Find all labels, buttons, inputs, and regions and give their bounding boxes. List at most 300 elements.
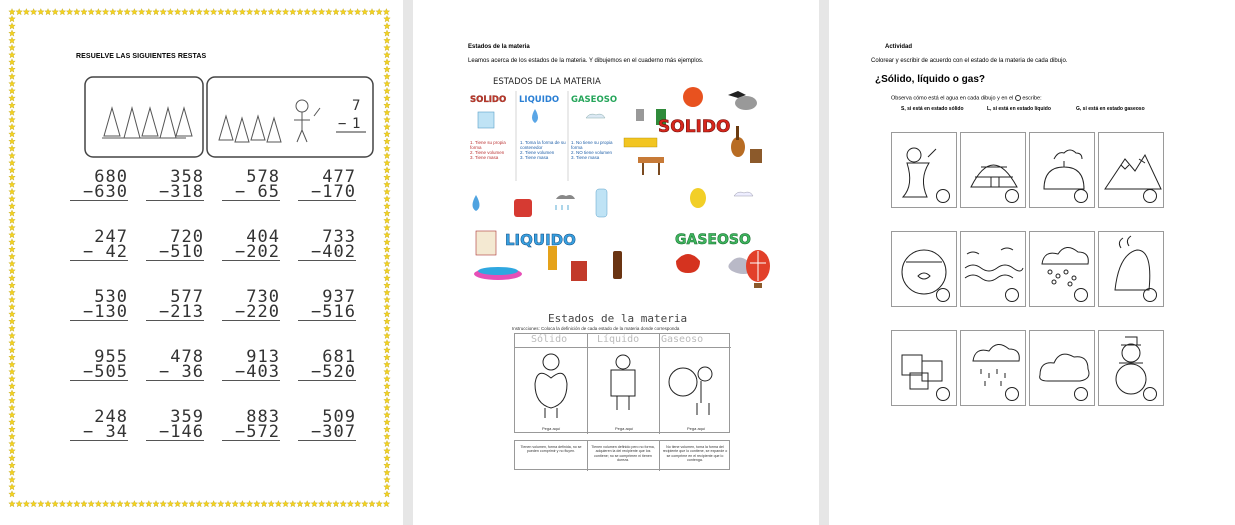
border-star [225,501,231,507]
border-star [9,102,15,108]
border-star [9,340,15,346]
minuend: 509 [322,407,356,427]
card-steaming-kettle [1029,132,1095,208]
border-star [384,404,390,410]
col-liquid: Líquido [597,334,640,345]
minuend: 937 [322,287,356,307]
border-star [384,239,390,245]
border-star [9,174,15,180]
border-star [30,9,36,15]
border-star [189,501,195,507]
poster-illustrations [468,71,773,303]
border-star [9,491,15,497]
border-star [384,296,390,302]
border-star [9,325,15,331]
page-heading: Actividad [885,44,913,50]
circle-icon [1015,95,1021,101]
minuend: 730 [246,287,280,307]
answer-circle[interactable] [936,288,950,302]
border-star [9,390,15,396]
border-star [384,23,390,29]
subtrahend: −202 [222,245,280,261]
subtraction-problem [222,287,280,322]
card-igloo [960,132,1026,208]
border-star [95,9,101,15]
paste-label-1: Pega aquí [542,426,561,431]
border-star [9,16,15,22]
border-star [384,491,390,497]
minuend: 955 [94,347,128,367]
border-star [384,109,390,115]
border-star [138,9,144,15]
border-star [384,484,390,490]
border-star [333,501,339,507]
minuend: 248 [94,407,128,427]
gas-properties: 1. No tiene su propia forma 2. NO tiene volumen 3. Tiene masa [571,140,613,160]
border-star [52,501,58,507]
border-star [384,289,390,295]
page-instruction: Colorear y escribir de acuerdo con el estado de la materia de cada dibujo. [871,58,1068,64]
border-star [88,501,94,507]
border-star [9,318,15,324]
border-star [9,188,15,194]
border-star [384,476,390,482]
legend-gas: G, si está en estado gaseoso [1076,106,1145,112]
border-star [9,484,15,490]
solid-properties: 1. Tiene su propia forma 2. Tiene volumen 3. Tiene masa [470,140,506,160]
border-star [384,52,390,58]
answer-circle[interactable] [1005,288,1019,302]
minuend: 247 [94,227,128,247]
border-star [384,174,390,180]
worksheet-instruction: Instrucciones: Coloca la definición de cada estado de la materia donde corresponda [512,326,680,331]
subtraction-problem [222,407,280,442]
subtraction-problem [146,167,204,202]
border-star [9,181,15,187]
border-star [304,9,310,15]
border-star [9,361,15,367]
border-star [384,181,390,187]
border-star [246,9,252,15]
page-activity [829,0,1235,525]
border-star [74,9,80,15]
border-star [333,9,339,15]
liquid-properties: 1. Toma la forma de su contenedor 2. Tiene volumen 3. Tiene masa [520,140,566,160]
border-star [182,501,188,507]
card-snowy-mountain [1098,132,1164,208]
border-star [59,9,65,15]
border-star [218,501,224,507]
card-fishbowl [891,231,957,307]
col-gas: Gaseoso [661,334,704,345]
paste-label-3: Pega aquí [687,426,706,431]
border-star [282,501,288,507]
poster-title: ESTADOS DE LA MATERIA [493,77,601,87]
subtraction-problem [70,347,128,382]
border-star [384,217,390,223]
border-star [74,501,80,507]
minuend: 478 [170,347,204,367]
border-star [347,501,353,507]
border-star [9,289,15,295]
border-star [9,404,15,410]
subtraction-problem [298,287,356,322]
border-star [9,217,15,223]
border-star [311,501,317,507]
border-star [384,268,390,274]
border-star [196,501,202,507]
subtraction-problem [146,407,204,442]
border-star [102,9,108,15]
border-star [384,260,390,266]
border-star [9,224,15,230]
legend-solid: S, si está en estado sólido [901,106,964,112]
border-star [239,9,245,15]
subtrahend: −510 [146,245,204,261]
border-star [9,124,15,130]
border-star [9,426,15,432]
border-star [174,9,180,15]
border-star [138,501,144,507]
border-star [384,224,390,230]
card-steam-iron [1098,231,1164,307]
border-star [384,59,390,65]
border-star [9,138,15,144]
border-star [38,9,44,15]
subtraction-problem [298,347,356,382]
activity-title: ¿Sólido, líquido o gas? [875,74,985,85]
border-star [384,232,390,238]
border-star [225,9,231,15]
border-star [384,318,390,324]
border-star [110,501,116,507]
border-star [9,52,15,58]
border-star [384,448,390,454]
border-star [384,138,390,144]
border-star [9,462,15,468]
border-star [384,361,390,367]
subtrahend: −403 [222,365,280,381]
border-star [9,95,15,101]
border-star [384,116,390,122]
answer-circle[interactable] [1005,189,1019,203]
big-gas-word: GASEOSO [675,232,751,248]
answer-circle[interactable] [1074,189,1088,203]
border-star [124,501,130,507]
subtrahend: −516 [298,305,356,321]
border-star [297,9,303,15]
border-star [9,116,15,122]
border-star [9,397,15,403]
border-star [384,311,390,317]
svg-text:−: − [338,116,347,132]
border-star [9,37,15,43]
border-star [9,88,15,94]
border-star [384,368,390,374]
subtrahend: −630 [70,185,128,201]
border-star [9,419,15,425]
border-star [110,9,116,15]
definitions-strip [514,440,730,470]
state-solid-label: SOLIDO [470,95,507,105]
border-star [9,383,15,389]
border-star [384,102,390,108]
answer-circle[interactable] [1143,189,1157,203]
border-star [326,501,332,507]
border-star [376,9,382,15]
border-star [268,9,274,15]
border-star [384,253,390,259]
subtrahend: −402 [298,245,356,261]
subtraction-problem [222,227,280,262]
border-star [340,9,346,15]
minuend: 883 [246,407,280,427]
border-star [383,501,389,507]
card-snowman [1098,330,1164,406]
border-star [384,16,390,22]
answer-circle[interactable] [1074,288,1088,302]
border-star [384,376,390,382]
border-star [340,501,346,507]
minuend: 913 [246,347,280,367]
border-star [384,282,390,288]
border-star [9,282,15,288]
minuend: 359 [170,407,204,427]
border-star [9,73,15,79]
legend-liquid: L, si está en estado líquido [987,106,1051,112]
minuend: 577 [170,287,204,307]
subtraction-problem [70,227,128,262]
border-star [384,196,390,202]
border-star [384,131,390,137]
border-star [9,253,15,259]
subtraction-problem [222,167,280,202]
subtraction-problem [222,347,280,382]
border-star [196,9,202,15]
subtraction-grid [78,165,378,465]
border-star [384,397,390,403]
page-heading: Estados de la materia [468,44,530,50]
border-star [9,433,15,439]
border-star [362,501,368,507]
border-star [210,9,216,15]
border-star [384,419,390,425]
border-star [9,167,15,173]
subtraction-problem [298,167,356,202]
border-star [384,124,390,130]
subtraction-problem [146,347,204,382]
border-star [384,433,390,439]
answer-circle[interactable] [1143,288,1157,302]
border-star [9,196,15,202]
card-hail-cloud [1029,231,1095,307]
border-star [9,239,15,245]
border-star [384,469,390,475]
border-star [81,9,87,15]
border-star [369,9,375,15]
border-star [66,501,72,507]
border-star [311,9,317,15]
answer-circle[interactable] [1143,387,1157,401]
border-star [9,109,15,115]
border-star [9,145,15,151]
subtraction-problem [146,227,204,262]
border-star [376,501,382,507]
border-star [167,501,173,507]
border-star [9,311,15,317]
border-star [174,501,180,507]
example-top: 7 [352,98,361,114]
border-star [203,9,209,15]
subtraction-problem [146,287,204,322]
big-liquid-word: LIQUIDO [505,231,576,249]
border-star [384,383,390,389]
answer-circle[interactable] [936,189,950,203]
border-star [384,462,390,468]
paste-label-2: Pega aquí [615,426,634,431]
border-star [45,9,51,15]
border-star [9,80,15,86]
state-gas-label: GASEOSO [571,95,618,105]
border-star [354,501,360,507]
activity-subtitle: Observa cómo está el agua en cada dibujo y en el escribe: [891,95,1042,102]
border-star [131,9,137,15]
border-star [384,66,390,72]
border-star [160,9,166,15]
minuend: 404 [246,227,280,247]
border-star [384,304,390,310]
border-star [9,203,15,209]
border-star [384,340,390,346]
card-ice-cubes [891,330,957,406]
subtrahend: −213 [146,305,204,321]
border-star [9,210,15,216]
minuend: 720 [170,227,204,247]
subtrahend: −130 [70,305,128,321]
answer-circle[interactable] [936,387,950,401]
minuend: 733 [322,227,356,247]
border-star [9,501,15,507]
border-star [160,501,166,507]
border-star [9,368,15,374]
border-star [9,23,15,29]
subtrahend: − 42 [70,245,128,261]
border-star [9,354,15,360]
border-star [9,268,15,274]
border-star [232,9,238,15]
subtrahend: −572 [222,425,280,441]
subtrahend: − 36 [146,365,204,381]
border-star [9,304,15,310]
definition-1: Tienen volumen, forma definida, no se pueden comprimir y no fluyen. [520,445,582,454]
border-star [304,501,310,507]
border-star [232,501,238,507]
col-solid: Sólido [531,334,568,345]
border-star [362,9,368,15]
border-star [275,9,281,15]
page-states-of-matter [413,0,819,525]
border-star [182,9,188,15]
subtraction-problem [70,407,128,442]
page-instruction: Leamos acerca de los estados de la materia. Y dibujemos en el cuaderno más ejemplos. [468,58,704,64]
border-star [384,275,390,281]
subtraction-problem [298,227,356,262]
page-subtraction [0,0,403,525]
border-star [384,412,390,418]
border-star [384,426,390,432]
border-star [9,347,15,353]
states-poster [468,71,773,303]
border-star [9,448,15,454]
border-star [23,501,29,507]
border-star [117,9,123,15]
border-star [254,9,260,15]
border-star [9,260,15,266]
border-star [45,501,51,507]
worksheet-title: Estados de la materia [548,312,688,325]
border-star [246,501,252,507]
example-illustration [84,76,374,160]
border-star [384,152,390,158]
border-star [153,501,159,507]
subtrahend: −170 [298,185,356,201]
card-rain-cloud [960,330,1026,406]
answer-circle[interactable] [1074,387,1088,401]
border-star [384,203,390,209]
border-star [384,325,390,331]
border-star [81,501,87,507]
border-star [318,9,324,15]
border-star [218,9,224,15]
border-star [9,30,15,36]
worksheet-table [514,333,730,433]
border-star [261,501,267,507]
border-star [384,160,390,166]
border-star [239,501,245,507]
border-star [384,210,390,216]
definition-3: No tiene volumen, toma la forma del recipiente que lo contiene, se expande o se comprime en el recipiente que lo contenga. [662,445,728,463]
worksheet-drawings [515,334,731,434]
border-star [9,469,15,475]
matter-worksheet [508,312,738,472]
border-star [354,9,360,15]
border-star [9,376,15,382]
border-star [384,37,390,43]
border-star [30,501,36,507]
border-star [9,59,15,65]
minuend: 680 [94,167,128,187]
border-star [369,501,375,507]
border-star [384,390,390,396]
border-star [384,188,390,194]
border-star [9,296,15,302]
subtraction-problem [70,167,128,202]
border-star [131,501,137,507]
border-star [261,9,267,15]
border-star [347,9,353,15]
border-star [290,9,296,15]
subtrahend: −220 [222,305,280,321]
subtrahend: −307 [298,425,356,441]
answer-circle[interactable] [1005,387,1019,401]
subtrahend: − 65 [222,185,280,201]
subtrahend: −146 [146,425,204,441]
border-star [9,476,15,482]
example-bottom: 1 [352,116,361,132]
border-star [9,152,15,158]
border-star [268,501,274,507]
border-star [384,354,390,360]
